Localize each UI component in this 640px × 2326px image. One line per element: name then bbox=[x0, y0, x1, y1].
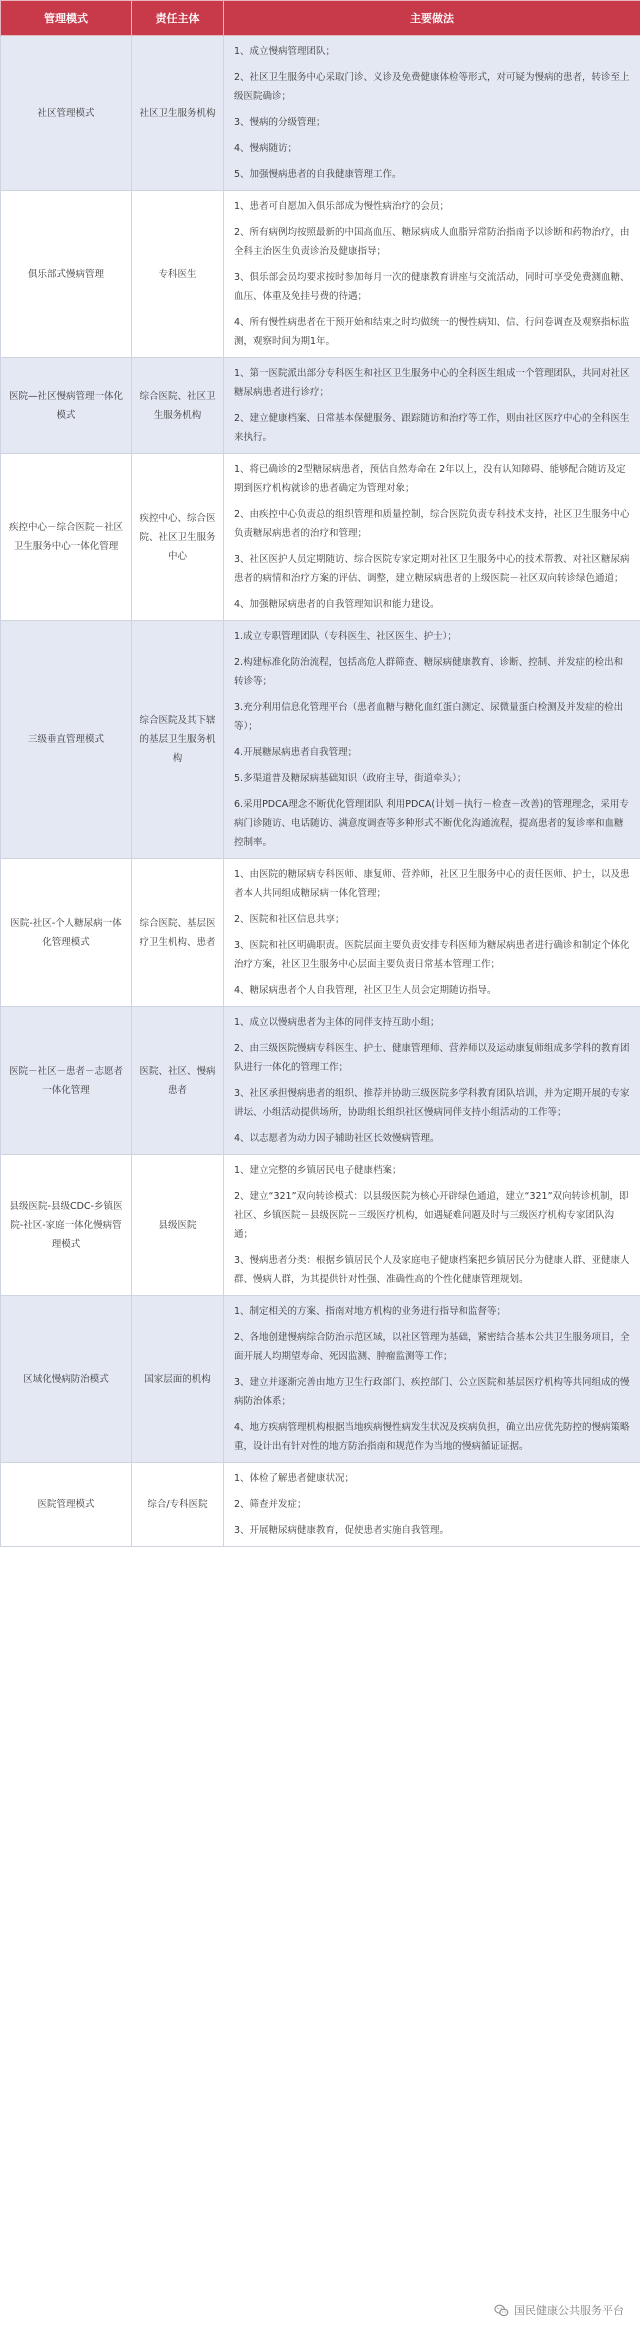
practice-item: 2、所有病例均按照最新的中国高血压、糖尿病成人血脂异常防治指南予以诊断和药物治疗，由全科主治医生负责诊治及健康指导； bbox=[234, 227, 630, 257]
practice-item: 2、各地创建慢病综合防治示范区域，以社区管理为基础，紧密结合基本公共卫生服务项目，全面开展人均期望寿命、死因监测、肿瘤监测等工作； bbox=[234, 1332, 630, 1362]
practice-item: 4、以志愿者为动力因子辅助社区长效慢病管理。 bbox=[234, 1133, 440, 1144]
practice-cell bbox=[224, 1463, 640, 1547]
practice-item: 4、糖尿病患者个人自我管理，社区卫生人员会定期随访指导。 bbox=[234, 985, 497, 996]
header-subject: 责任主体 bbox=[132, 1, 224, 36]
table-row bbox=[1, 1155, 640, 1296]
practice-item: 4.开展糖尿病患者自我管理； bbox=[234, 747, 358, 758]
practice-item: 4、加强糖尿病患者的自我管理知识和能力建设。 bbox=[234, 599, 440, 610]
practice-cell bbox=[224, 1296, 640, 1463]
subject-cell: 社区卫生服务机构 bbox=[132, 36, 224, 191]
mode-cell: 疾控中心－综合医院－社区卫生服务中心一体化管理 bbox=[1, 454, 132, 621]
subject-cell: 综合/专科医院 bbox=[132, 1463, 224, 1547]
practice-item: 3、慢病的分级管理； bbox=[234, 117, 326, 128]
mode-cell: 俱乐部式慢病管理 bbox=[1, 191, 132, 358]
subject-cell: 综合医院、基层医疗卫生机构、患者 bbox=[132, 859, 224, 1007]
practice-item: 4、所有慢性病患者在干预开始和结束之时均做统一的慢性病知、信、行问卷调查及观察指标监测，观察时间为期1年。 bbox=[234, 317, 630, 347]
practice-item: 1、建立完整的乡镇居民电子健康档案； bbox=[234, 1165, 402, 1176]
practice-item: 5、加强慢病患者的自我健康管理工作。 bbox=[234, 169, 402, 180]
practice-item: 3、建立并逐渐完善由地方卫生行政部门、疾控部门、公立医院和基层医疗机构等共同组成的慢病防治体系； bbox=[234, 1377, 630, 1407]
practice-item: 1、制定相关的方案、指南对地方机构的业务进行指导和监督等； bbox=[234, 1306, 507, 1317]
practice-cell bbox=[224, 1155, 640, 1296]
mode-cell: 医院－社区－患者－志愿者 一体化管理 bbox=[1, 1007, 132, 1155]
subject-cell: 医院、社区、慢病患者 bbox=[132, 1007, 224, 1155]
practice-item: 2、医院和社区信息共享； bbox=[234, 914, 345, 925]
practice-item: 6.采用PDCA理念不断优化管理团队 利用PDCA(计划－执行－检查－改善)的管理理念，采用专病门诊随访、电话随访、满意度调查等多种形式不断优化沟通流程，提高患者的复诊率和血糖控制率。 bbox=[234, 799, 629, 848]
practice-cell bbox=[224, 454, 640, 621]
mode-cell: 医院管理模式 bbox=[1, 1463, 132, 1547]
practice-cell bbox=[224, 621, 640, 859]
practice-item: 2、社区卫生服务中心采取门诊、义诊及免费健康体检等形式，对可疑为慢病的患者，转诊至上级医院确诊； bbox=[234, 72, 630, 102]
practice-item: 1、将已确诊的2型糖尿病患者，预估自然寿命在 2年以上，没有认知障碍、能够配合随访及定期到医疗机构就诊的患者确定为管理对象； bbox=[234, 464, 626, 494]
practice-cell bbox=[224, 191, 640, 358]
practice-cell bbox=[224, 358, 640, 454]
practice-cell bbox=[224, 859, 640, 1007]
practice-item: 2、筛查并发症； bbox=[234, 1499, 307, 1510]
practice-item: 1、第一医院派出部分专科医生和社区卫生服务中心的全科医生组成一个管理团队，共同对社区糖尿病患者进行诊疗； bbox=[234, 368, 630, 398]
practice-item: 1、由医院的糖尿病专科医师、康复师、营养师，社区卫生服务中心的责任医师、护士，以及患者本人共同组成糖尿病一体化管理； bbox=[234, 869, 630, 899]
subject-cell: 国家层面的机构 bbox=[132, 1296, 224, 1463]
mode-cell: 医院—社区慢病管理一体化模式 bbox=[1, 358, 132, 454]
practice-item: 2、建立“321”双向转诊模式：以县级医院为核心开辟绿色通道，建立“321”双向转诊机制，即社区、乡镇医院－县级医院－三级医疗机构，如遇疑难问题及时与三级医疗机构专家团队沟通； bbox=[234, 1191, 629, 1240]
practice-item: 3、开展糖尿病健康教育，促使患者实施自我管理。 bbox=[234, 1525, 450, 1536]
practice-item: 1.成立专职管理团队（专科医生、社区医生、护士）； bbox=[234, 631, 457, 642]
practice-item: 4、慢病随访； bbox=[234, 143, 298, 154]
table-row bbox=[1, 454, 640, 621]
practice-item: 3、社区医护人员定期随访、综合医院专家定期对社区卫生服务中心的技术帮教、对社区糖尿病患者的病情和治疗方案的评估、调整，建立糖尿病患者的上级医院－社区双向转诊绿色通道； bbox=[234, 554, 630, 584]
practice-item: 1、成立慢病管理团队； bbox=[234, 46, 336, 57]
practice-item: 3、社区承担慢病患者的组织、推荐并协助三级医院多学科教育团队培训，并为定期开展的专家讲坛、小组活动提供场所，协助组长组织社区慢病同伴支持小组活动的工作等； bbox=[234, 1088, 630, 1118]
mode-cell: 社区管理模式 bbox=[1, 36, 132, 191]
header-mode: 管理模式 bbox=[1, 1, 132, 36]
mode-cell: 三级垂直管理模式 bbox=[1, 621, 132, 859]
practice-item: 4、地方疾病管理机构根据当地疾病慢性病发生状况及疾病负担，确立出应优先防控的慢病策略重，设计出有针对性的地方防治指南和规范作为当地的慢病循证证据。 bbox=[234, 1422, 630, 1452]
mode-cell: 县级医院-县级CDC-乡镇医院-社区-家庭一体化慢病管理模式 bbox=[1, 1155, 132, 1296]
practice-item: 1、成立以慢病患者为主体的同伴支持互助小组； bbox=[234, 1017, 440, 1028]
mode-cell: 区域化慢病防治模式 bbox=[1, 1296, 132, 1463]
table-row bbox=[1, 859, 640, 1007]
practice-item: 2.构建标准化防治流程，包括高危人群筛查、糖尿病健康教育、诊断、控制、并发症的检出和转诊等； bbox=[234, 657, 624, 687]
practice-item: 3、医院和社区明确职责。医院层面主要负责安排专科医师为糖尿病患者进行确诊和制定个体化治疗方案，社区卫生服务中心层面主要负责日常基本管理工作； bbox=[234, 940, 630, 970]
table-row bbox=[1, 36, 640, 191]
wechat-icon bbox=[494, 2303, 509, 2318]
table-row bbox=[1, 191, 640, 358]
subject-cell: 综合医院及其下辖的基层卫生服务机构 bbox=[132, 621, 224, 859]
practice-item: 3.充分利用信息化管理平台（患者血糖与糖化血红蛋白测定、尿微量蛋白检测及并发症的检出等）； bbox=[234, 702, 624, 732]
watermark-text: 国民健康公共服务平台 bbox=[514, 2304, 624, 2317]
practice-item: 1、体检了解患者健康状况； bbox=[234, 1473, 355, 1484]
subject-cell: 县级医院 bbox=[132, 1155, 224, 1296]
header-practice: 主要做法 bbox=[224, 1, 640, 36]
mode-cell: 医院-社区-个人糖尿病一体化管理模式 bbox=[1, 859, 132, 1007]
table-header-row bbox=[1, 1, 640, 36]
practice-item: 1、患者可自愿加入俱乐部成为慢性病治疗的会员； bbox=[234, 201, 450, 212]
watermark bbox=[494, 2302, 624, 2318]
subject-cell: 疾控中心、综合医院、社区卫生服务中心 bbox=[132, 454, 224, 621]
table-row bbox=[1, 1463, 640, 1547]
practice-item: 2、由三级医院慢病专科医生、护士、健康管理师、营养师以及运动康复师组成多学科的教育团队进行一体化的管理工作； bbox=[234, 1043, 630, 1073]
subject-cell: 综合医院、社区卫生服务机构 bbox=[132, 358, 224, 454]
practice-item: 2、由疾控中心负责总的组织管理和质量控制，综合医院负责专科技术支持，社区卫生服务中心负责糖尿病患者的治疗和管理； bbox=[234, 509, 630, 539]
table-row bbox=[1, 621, 640, 859]
practice-cell bbox=[224, 36, 640, 191]
practice-item: 2、建立健康档案、日常基本保健服务、跟踪随访和治疗等工作，则由社区医疗中心的全科医生来执行。 bbox=[234, 413, 630, 443]
subject-cell: 专科医生 bbox=[132, 191, 224, 358]
practice-item: 3、俱乐部会员均要求按时参加每月一次的健康教育讲座与交流活动，同时可享受免费测血糖、血压、体重及免挂号费的待遇； bbox=[234, 272, 630, 302]
practice-item: 5.多渠道普及糖尿病基础知识（政府主导，街道牵头）； bbox=[234, 773, 467, 784]
practice-cell bbox=[224, 1007, 640, 1155]
table-row bbox=[1, 358, 640, 454]
practice-item: 3、慢病患者分类：根据乡镇居民个人及家庭电子健康档案把乡镇居民分为健康人群、亚健康人群、慢病人群，为其提供针对性强、准确性高的个性化健康管理规划。 bbox=[234, 1255, 630, 1285]
table-row bbox=[1, 1296, 640, 1463]
table-row bbox=[1, 1007, 640, 1155]
